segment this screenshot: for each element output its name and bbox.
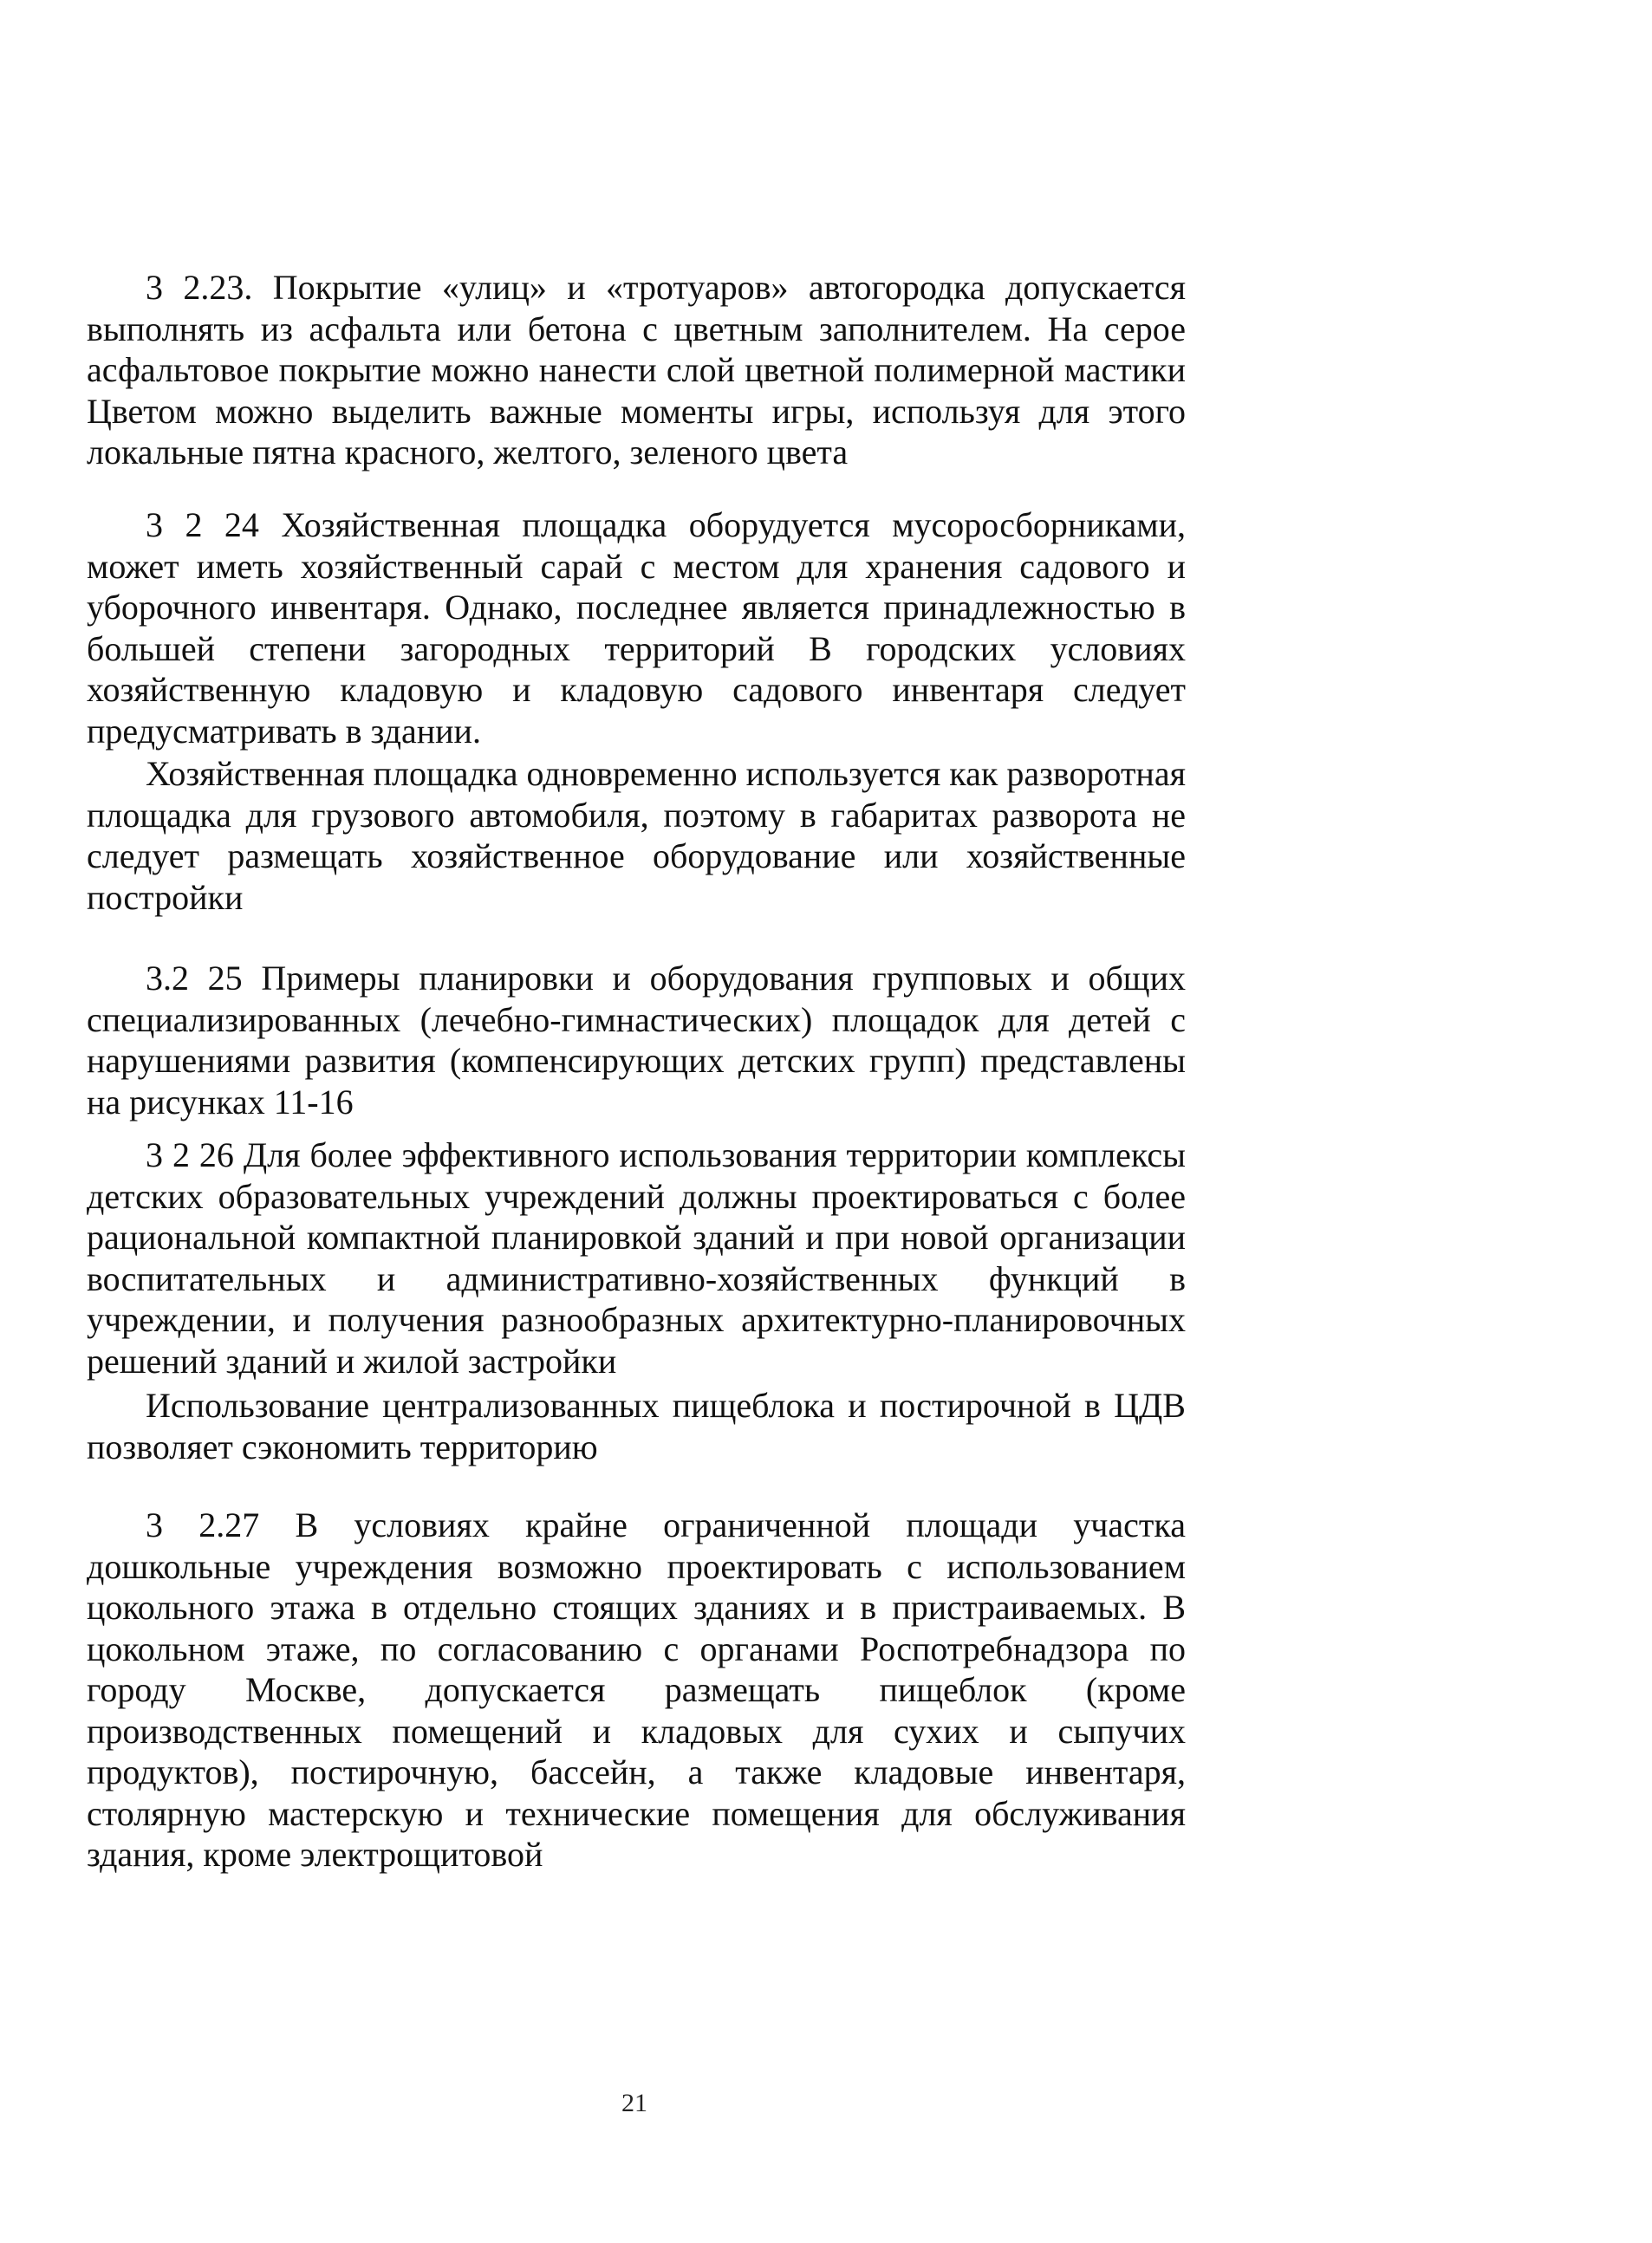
paragraph-3-2-26: 3 2 26 Для более эффективного использования территории комплексы детских образовательных учреждений должны проектироваться с более рациональной компактной планировкой зданий и при новой организации воспитательных и административно-хозяйственных функций в учреждении, и получения разнообразных архитектурно-планировочных решений зданий и жилой застройки <box>87 1135 1186 1381</box>
paragraph-3-2-24: 3 2 24 Хозяйственная площадка оборудуется мусоросборниками, может иметь хозяйственный сарай с местом для хранения садового и уборочного инвентаря. Однако, последнее является принадлежностью в большей степени загородных территорий В городских условиях хозяйственную кладовую и кладовую садового инвентаря следует предусматривать в здании. <box>87 505 1186 751</box>
paragraph-3-2-26-continued: Использование централизованных пищеблока и постирочной в ЦДВ позволяет сэкономить территорию <box>87 1386 1186 1466</box>
page-number: 21 <box>621 2089 647 2117</box>
paragraph-3-2-27: 3 2.27 В условиях крайне ограниченной площади участка дошкольные учреждения возможно проектировать с использованием цокольного этажа в отдельно стоящих зданиях и в пристраиваемых. В цокольном этаже, по согласованию с органами Роспотребнадзора по городу Москве, допускается размещать пищеблок (кроме производственных помещений и кладовых для сухих и сыпучих продуктов), постирочную, бассейн, а также кладовые инвентаря, столярную мастерскую и технические помещения для обслуживания здания, кроме электрощитовой <box>87 1505 1186 1874</box>
paragraph-3-2-25: 3.2 25 Примеры планировки и оборудования групповых и общих специализированных (лечебно-гимнастических) площадок для детей с нарушениями развития (компенсирующих детских групп) представлены на рисунках 11-16 <box>87 959 1186 1122</box>
paragraph-3-2-23: 3 2.23. Покрытие «улиц» и «тротуаров» автогородка допускается выполнять из асфальта или бетона с цветным заполнителем. На серое асфальтовое покрытие можно нанести слой цветной полимерной мастики Цветом можно выделить важные моменты игры, используя для этого локальные пятна красного, желтого, зеленого цвета <box>87 268 1186 471</box>
paragraph-3-2-24-continued: Хозяйственная площадка одновременно используется как разворотная площадка для грузового автомобиля, поэтому в габаритах разворота не следует размещать хозяйственное оборудование или хозяйственные постройки <box>87 754 1186 917</box>
